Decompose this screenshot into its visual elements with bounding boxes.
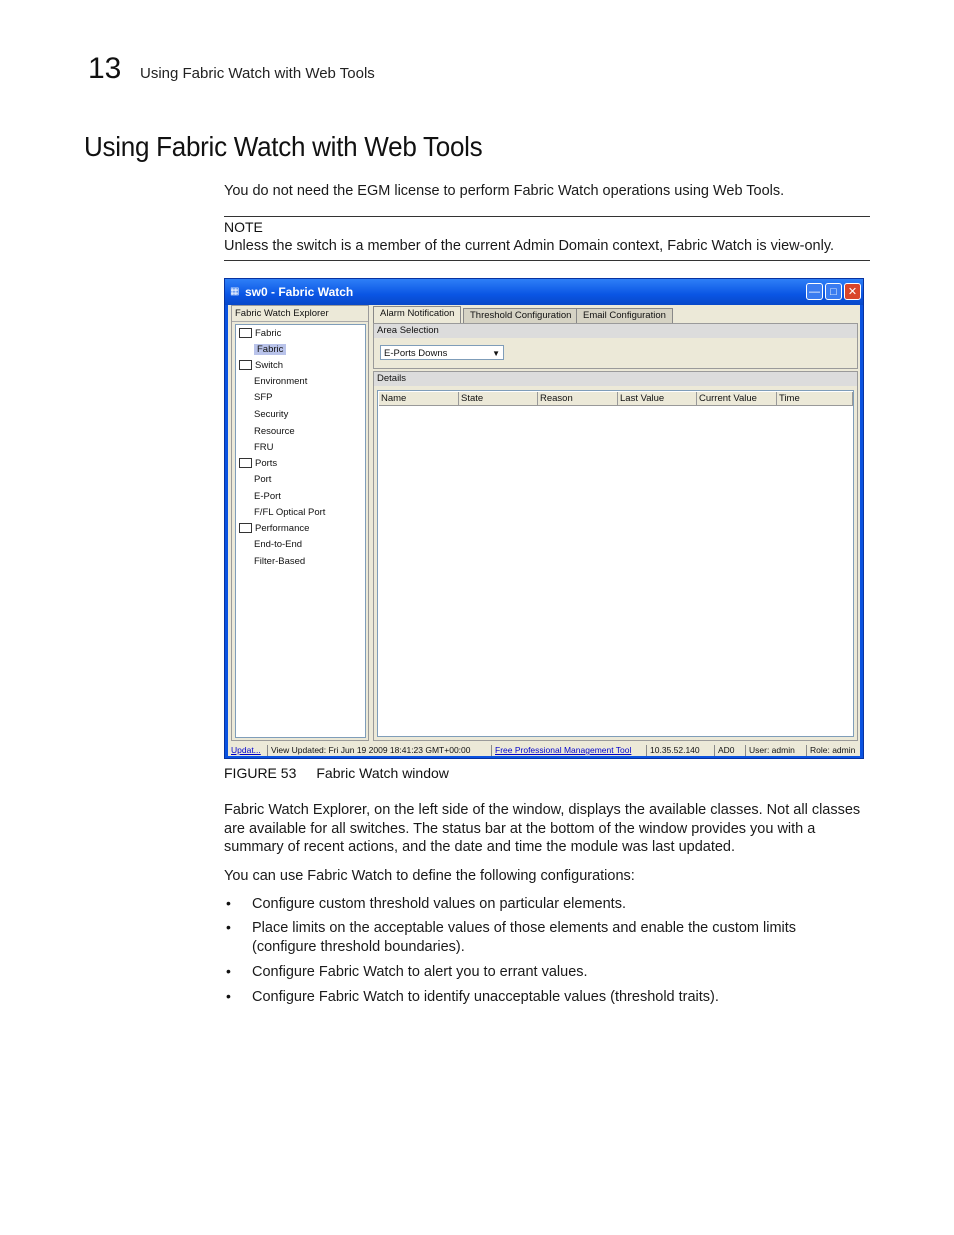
folder-icon — [239, 360, 252, 370]
tree-item-e-port[interactable]: E-Port — [254, 491, 281, 502]
app-icon: ▦ — [230, 286, 240, 297]
page-title: Using Fabric Watch with Web Tools — [84, 131, 483, 162]
tree-item-environment[interactable]: Environment — [254, 376, 308, 387]
tree-folder-fabric[interactable]: Fabric — [239, 327, 281, 341]
note-label: NOTE — [224, 219, 263, 235]
figure-caption — [224, 765, 449, 781]
running-head: Using Fabric Watch with Web Tools — [140, 65, 375, 82]
explorer-term: Fabric Watch Explorer — [224, 802, 367, 818]
tab-email-configuration[interactable]: Email Configuration — [576, 308, 673, 323]
explorer-header: Fabric Watch Explorer — [232, 306, 368, 322]
fabric-watch-explorer — [231, 305, 369, 741]
window-client-area — [228, 305, 860, 756]
configurations-intro: You can use Fabric Watch to define the following configurations: — [224, 868, 635, 884]
close-icon[interactable]: ✕ — [844, 283, 861, 300]
bullet-marker: • — [226, 895, 231, 911]
tree-item-fru[interactable]: FRU — [254, 442, 274, 453]
tab-bar — [373, 305, 858, 323]
column-header-current-value[interactable]: Current Value — [697, 392, 777, 406]
column-header-time[interactable]: Time — [777, 392, 853, 406]
folder-icon — [239, 328, 252, 338]
tree-folder-ports[interactable]: Ports — [239, 457, 277, 471]
column-header-name[interactable]: Name — [379, 392, 459, 406]
tree-item-security[interactable]: Security — [254, 409, 289, 420]
explorer-paragraph-line1: Fabric Watch Explorer, on the left side of the window, displays the available classes. Not all classes — [224, 802, 861, 818]
column-header-last-value[interactable]: Last Value — [618, 392, 697, 406]
status-update[interactable]: Updat... — [231, 745, 261, 755]
window-titlebar — [225, 279, 863, 305]
tab-alarm-notification[interactable]: Alarm Notification — [373, 306, 461, 323]
figure-number: FIGURE 53 — [224, 765, 297, 781]
column-header-reason[interactable]: Reason — [538, 392, 618, 406]
folder-icon — [239, 523, 252, 533]
tree-item-end-to-end[interactable]: End-to-End — [254, 539, 303, 550]
bullet-item-continuation: (configure threshold boundaries). — [252, 939, 465, 955]
status-management-tool-link[interactable]: Free Professional Management Tool — [491, 745, 631, 756]
fabric-watch-window — [224, 278, 864, 759]
area-selection-label: Area Selection — [374, 324, 857, 338]
column-header-state[interactable]: State — [459, 392, 538, 406]
chevron-down-icon: ▼ — [492, 349, 500, 358]
explorer-paragraph — [224, 801, 870, 857]
explorer-paragraph-line3: summary of recent actions, and the date and time the module was last updated. — [224, 839, 736, 855]
details-label: Details — [374, 372, 857, 386]
intro-paragraph: You do not need the EGM license to perform Fabric Watch operations using Web Tools. — [224, 183, 785, 199]
bullet-item: Configure Fabric Watch to alert you to errant values. — [252, 964, 588, 980]
details-panel — [373, 371, 858, 741]
tree-item-port[interactable]: Port — [254, 474, 272, 485]
status-ip: 10.35.52.140 — [646, 745, 700, 756]
window-title: sw0 - Fabric Watch — [245, 285, 354, 299]
chapter-number: 13 — [88, 52, 122, 85]
area-select[interactable] — [380, 345, 504, 360]
bullet-item: Place limits on the acceptable values of those elements and enable the custom limits — [252, 920, 797, 936]
tab-threshold-configuration[interactable]: Threshold Configuration — [463, 308, 578, 323]
maximize-icon[interactable]: □ — [825, 283, 842, 300]
status-view-updated: View Updated: Fri Jun 19 2009 18:41:23 GMT+00:00 — [267, 745, 470, 756]
note-text: Unless the switch is a member of the current Admin Domain context, Fabric Watch is view-only. — [224, 238, 835, 254]
bullet-marker: • — [226, 919, 231, 935]
bullet-marker: • — [226, 963, 231, 979]
tree-folder-performance[interactable]: Performance — [239, 522, 309, 536]
explorer-paragraph-line2: are available for all switches. The status bar at the bottom of the window provides you with a — [224, 820, 816, 837]
tree-item-ffl-optical-port[interactable]: F/FL Optical Port — [254, 507, 326, 518]
note-top-rule — [224, 216, 870, 217]
tree-item-filter-based[interactable]: Filter-Based — [254, 556, 306, 567]
status-ad: AD0 — [714, 745, 735, 756]
note-bottom-rule — [224, 260, 870, 261]
status-user: User: admin — [745, 745, 795, 756]
status-bar — [228, 745, 860, 756]
area-select-value: E-Ports Downs — [384, 348, 448, 359]
tree-item-sfp[interactable]: SFP — [254, 392, 273, 403]
area-selection-panel — [373, 323, 858, 369]
tree-item-resource[interactable]: Resource — [254, 426, 295, 437]
bullet-item: Configure custom threshold values on particular elements. — [252, 896, 626, 912]
explorer-tree — [235, 324, 366, 738]
tree-folder-switch[interactable]: Switch — [239, 359, 283, 373]
tree-item-fabric[interactable]: Fabric — [254, 343, 286, 357]
bullet-item: Configure Fabric Watch to identify unacceptable values (threshold traits). — [252, 989, 719, 1005]
status-role: Role: admin — [806, 745, 855, 756]
figure-title: Fabric Watch window — [316, 765, 449, 781]
minimize-icon[interactable]: — — [806, 283, 823, 300]
folder-icon — [239, 458, 252, 468]
details-table — [377, 390, 854, 737]
bullet-marker: • — [226, 988, 231, 1004]
